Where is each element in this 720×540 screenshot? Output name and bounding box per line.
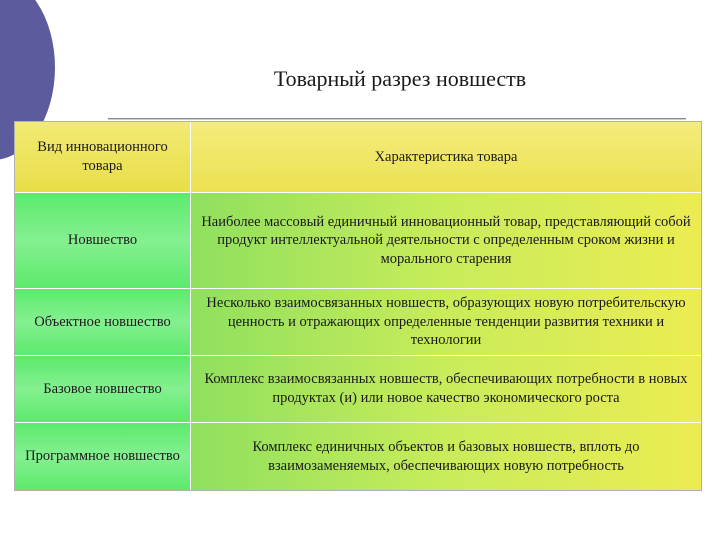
header-type: Вид инновационного товара	[15, 122, 191, 193]
title-divider	[108, 118, 686, 119]
row-description-base-novelty: Комплекс взаимосвязанных новшеств, обеспечивающих потребности в новых продуктах (и) или новое качество экономического роста	[191, 356, 701, 423]
slide-title: Товарный разрез новшеств	[273, 66, 527, 91]
row-description-object-novelty: Несколько взаимосвязанных новшеств, образующих новую потребительскую ценность и отражающих определенные тенденции развития техники и технологии	[191, 289, 701, 356]
row-type-novelty: Новшество	[15, 193, 191, 289]
row-description-program-novelty: Комплекс единичных объектов и базовых новшеств, вплоть до взаимозаменяемых, обеспечивающих новую потребность	[191, 423, 701, 490]
row-type-base-novelty: Базовое новшество	[15, 356, 191, 423]
row-description-novelty: Наиболее массовый единичный инновационный товар, представляющий собой продукт интеллектуальной деятельности с определенным сроком жизни и морального старения	[191, 193, 701, 289]
row-type-program-novelty: Программное новшество	[15, 423, 191, 490]
innovation-table	[14, 121, 702, 491]
row-type-object-novelty: Объектное новшество	[15, 289, 191, 356]
header-description: Характеристика товара	[191, 122, 701, 193]
